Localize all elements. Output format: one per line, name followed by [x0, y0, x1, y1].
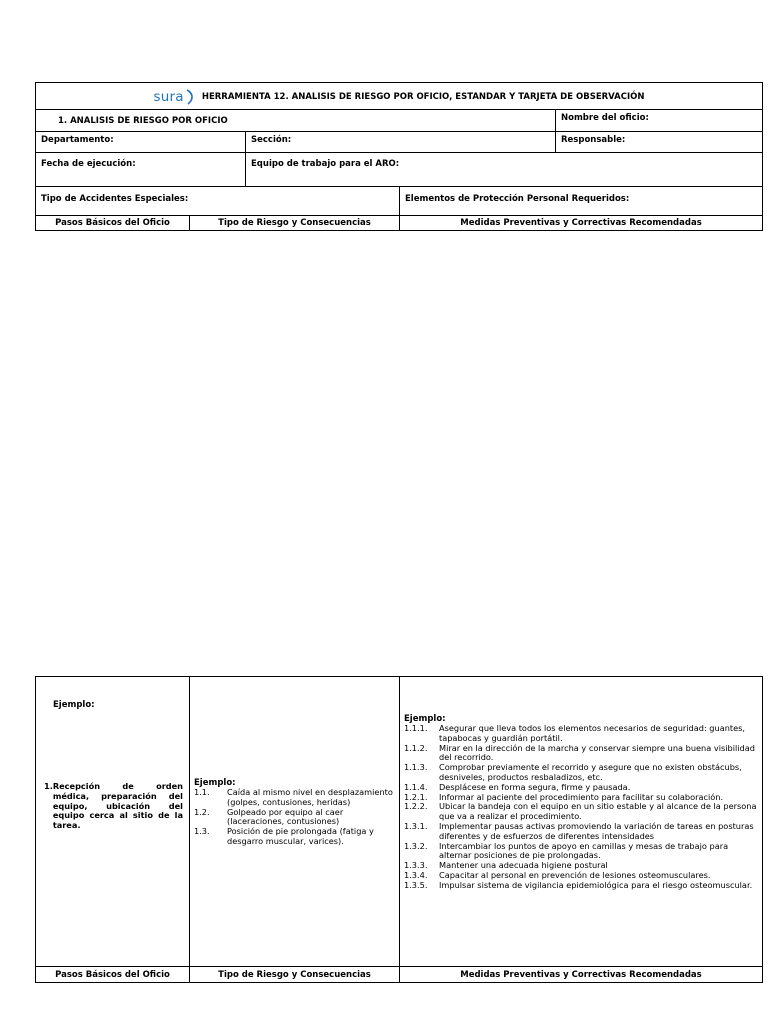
sura-logo	[154, 89, 195, 105]
riesgo-item	[194, 788, 395, 808]
footer-col-medidas: Medidas Preventivas y Correctivas Recomendadas	[400, 967, 763, 983]
footer-col-tipo-riesgo: Tipo de Riesgo y Consecuencias	[190, 967, 400, 983]
medida-item	[404, 763, 758, 783]
example-label: Ejemplo:	[53, 700, 95, 710]
medida-item-number: 1.1.3.	[404, 762, 428, 773]
medida-item-text: Mantener una adecuada higiene postural	[439, 860, 608, 871]
col-header-medidas: Medidas Preventivas y Correctivas Recomendadas	[400, 216, 763, 231]
riesgo-item-text: Caída al mismo nivel en desplazamiento (golpes, contusiones, heridas)	[227, 787, 393, 807]
medida-item-number: 1.1.4.	[404, 781, 428, 792]
medida-item-number: 1.2.1.	[404, 791, 428, 802]
medidas-list	[404, 724, 758, 891]
riesgo-item-number: 1.1.	[194, 787, 210, 797]
elementos-proteccion-field[interactable]: Elementos de Protección Personal Requeridos:	[400, 187, 763, 216]
riesgo-item-text: Golpeado por equipo al caer (laceraciones, contusiones)	[227, 806, 344, 827]
medida-item-number: 1.3.5.	[404, 879, 428, 890]
medida-item	[404, 881, 758, 891]
medida-item-text: Intercambiar los puntos de apoyo en camillas y mesas de trabajo para alternar posiciones de pie prolongadas.	[439, 840, 729, 861]
example-medidas-cell	[400, 677, 763, 967]
aro-example-table	[35, 676, 763, 983]
medida-item-text: Asegurar que lleva todos los elementos necesarios de seguridad: guantes, tapabocas y guardián portátil.	[439, 723, 746, 743]
col-header-tipo-riesgo: Tipo de Riesgo y Consecuencias	[190, 216, 400, 231]
sura-logo-text: sura	[153, 89, 184, 105]
riesgo-item-text: Posición de pie prolongada (fatiga y desgarro muscular, varices).	[227, 826, 374, 846]
medida-item-number: 1.3.3.	[404, 860, 428, 871]
medida-item	[404, 724, 758, 744]
medida-item	[404, 842, 758, 862]
medida-item	[404, 822, 758, 842]
medida-item-number: 1.3.4.	[404, 869, 428, 880]
sura-swoosh-icon	[185, 89, 195, 105]
medida-item	[404, 802, 758, 822]
nombre-oficio-field[interactable]: Nombre del oficio:	[556, 110, 763, 132]
medida-item-number: 1.3.1.	[404, 820, 428, 831]
aro-header-form	[35, 82, 763, 231]
medida-item-number: 1.1.1.	[404, 723, 428, 733]
riesgo-item-number: 1.2.	[194, 806, 210, 817]
section-title: 1. ANALISIS DE RIESGO POR OFICIO	[36, 110, 556, 132]
riesgo-list	[194, 788, 395, 847]
paso-text: Recepción de orden médica, preparación del equipo, ubicación del equipo cerca al sitio de la tarea.	[52, 781, 183, 831]
medidas-block	[404, 714, 758, 891]
medida-item-text: Desplácese en forma segura, firme y pausada.	[439, 781, 631, 792]
equipo-trabajo-field[interactable]: Equipo de trabajo para el ARO:	[246, 153, 763, 187]
riesgo-label: Ejemplo:	[194, 778, 236, 788]
title-row	[36, 83, 763, 110]
riesgo-item-number: 1.3.	[194, 826, 210, 837]
col-header-pasos: Pasos Básicos del Oficio	[36, 216, 190, 231]
footer-col-pasos: Pasos Básicos del Oficio	[36, 967, 190, 983]
departamento-field[interactable]: Departamento:	[36, 132, 246, 153]
seccion-field[interactable]: Sección:	[246, 132, 556, 153]
medida-item-text: Capacitar al personal en prevención de lesiones osteomusculares.	[439, 869, 711, 880]
medida-item-text: Mirar en la dirección de la marcha y conservar siempre una buena visibilidad del recorrido.	[439, 742, 755, 763]
medida-item	[404, 744, 758, 764]
responsable-field[interactable]: Responsable:	[556, 132, 763, 153]
medida-item-text: Impulsar sistema de vigilancia epidemiológica para el riesgo osteomuscular.	[439, 879, 753, 890]
tipo-accidentes-field[interactable]: Tipo de Accidentes Especiales:	[36, 187, 400, 216]
medida-item-number: 1.2.2.	[404, 801, 428, 812]
example-paso-cell	[36, 677, 190, 967]
paso-number: 1.	[44, 781, 53, 791]
medidas-label: Ejemplo:	[404, 714, 446, 724]
example-riesgo-cell	[190, 677, 400, 967]
medida-item-number: 1.1.2.	[404, 742, 428, 753]
riesgo-item	[194, 827, 395, 847]
riesgo-item	[194, 808, 395, 828]
medida-item-text: Implementar pausas activas promoviendo la variación de tareas en posturas diferentes y de esfuerzos de diferentes intensidades	[439, 820, 754, 841]
document-title: HERRAMIENTA 12. ANALISIS DE RIESGO POR OFICIO, ESTANDAR Y TARJETA DE OBSERVACIÓN	[201, 92, 645, 102]
riesgo-block	[194, 778, 395, 847]
fecha-ejecucion-field[interactable]: Fecha de ejecución:	[36, 153, 246, 187]
medida-item-text: Informar al paciente del procedimiento para facilitar su colaboración.	[439, 791, 724, 802]
medida-item-text: Ubicar la bandeja con el equipo en un sitio estable y al alcance de la persona que va a realizar el procedimiento.	[439, 801, 757, 822]
example-paso	[44, 782, 183, 831]
medida-item-text: Comprobar previamente el recorrido y asegure que no existen obstácubs, desniveles, productos resbaladizos, etc.	[439, 762, 742, 782]
medida-item-number: 1.3.2.	[404, 840, 428, 851]
